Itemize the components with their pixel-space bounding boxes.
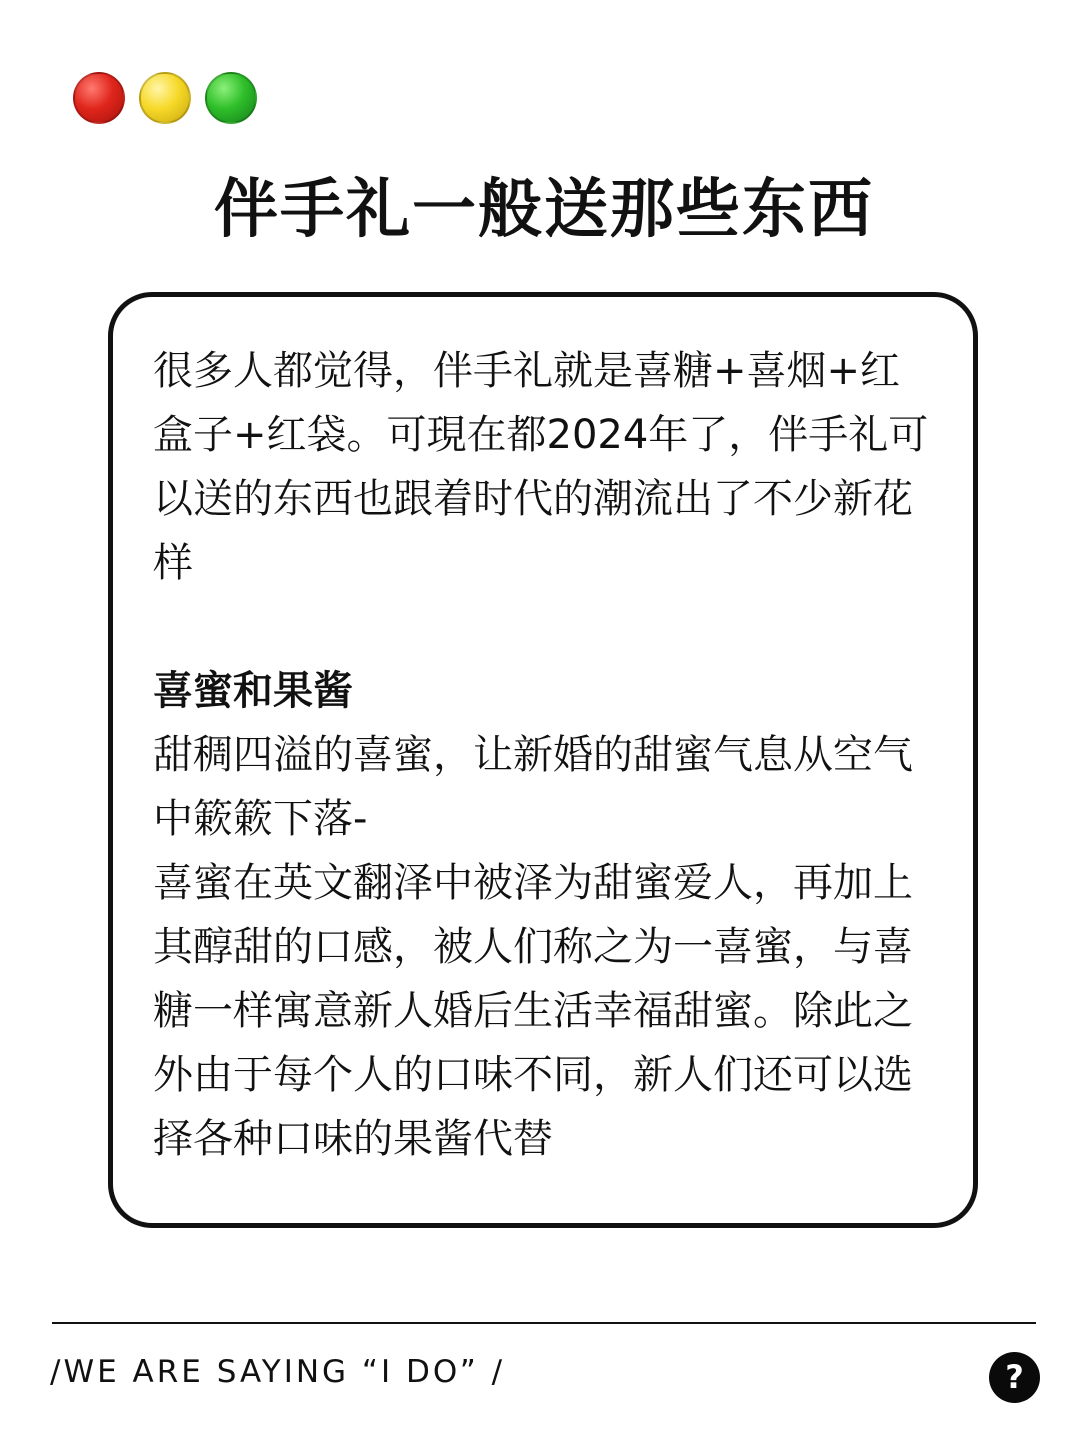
close-dot-icon[interactable] (73, 72, 125, 124)
section-heading: 喜蜜和果酱 (153, 668, 353, 714)
maximize-dot-icon[interactable] (205, 72, 257, 124)
window-controls (73, 72, 257, 124)
content-card (108, 292, 978, 1228)
footer-tagline: /WE ARE SAYING “I DO” / (50, 1354, 506, 1390)
footer-divider (52, 1322, 1036, 1324)
minimize-dot-icon[interactable] (139, 72, 191, 124)
page-title: 伴手礼一般送那些东西 (214, 173, 874, 247)
section-paragraph-1: 甜稠四溢的喜蜜，让新婚的甜蜜气息从空气中簌簌下落- (153, 732, 913, 842)
help-icon[interactable]: ? (989, 1352, 1040, 1403)
section-paragraph-2: 喜蜜在英文翻泽中被泽为甜蜜爱人，再加上其醇甜的口感，被人们称之为一喜蜜，与喜糖一样寓意新人婚后生活幸福甜蜜。除此之外由于每个人的口味不同，新人们还可以选择各种口味的果酱代替 (153, 860, 913, 1162)
intro-paragraph: 很多人都觉得，伴手礼就是喜糖+喜烟+红盒子+红袋。可現在都2024年了，伴手礼可以送的东西也跟着时代的潮流出了不少新花样 (153, 348, 929, 586)
